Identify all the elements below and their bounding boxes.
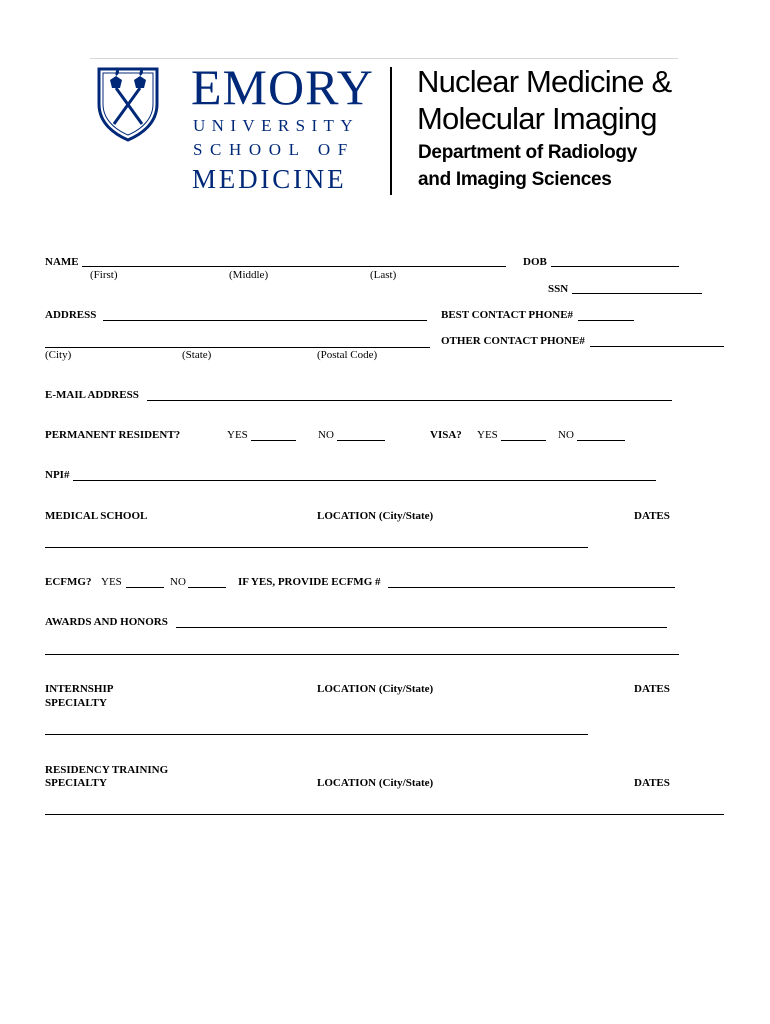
residency-label: RESIDENCY TRAINING — [45, 764, 169, 776]
pr-yes-label: YES — [227, 429, 248, 441]
header-top-rule — [90, 58, 678, 59]
dept-title-line-2: Molecular Imaging — [417, 101, 657, 136]
best-phone-label: BEST CONTACT PHONE# — [441, 309, 574, 321]
med-location-label: LOCATION (City/State) — [317, 510, 434, 522]
name-first-caption: (First) — [90, 269, 118, 281]
other-phone-label: OTHER CONTACT PHONE# — [441, 335, 585, 347]
medical-school-label: MEDICAL SCHOOL — [45, 510, 148, 522]
visa-yes-label: YES — [477, 429, 498, 441]
name-label: NAME — [45, 256, 79, 268]
permanent-resident-label: PERMANENT RESIDENT? — [45, 429, 181, 441]
npi-label: NPI# — [45, 469, 70, 481]
name-middle-caption: (Middle) — [229, 269, 269, 281]
awards-line-2-field[interactable] — [45, 654, 679, 655]
visa-label: VISA? — [430, 429, 462, 441]
postal-caption: (Postal Code) — [317, 349, 378, 361]
header-divider — [390, 67, 392, 195]
residency-specialty-label: SPECIALTY — [45, 777, 107, 789]
ssn-label: SSN — [548, 283, 569, 295]
state-caption: (State) — [182, 349, 212, 361]
resid-location-label: LOCATION (City/State) — [317, 777, 434, 789]
intern-location-label: LOCATION (City/State) — [317, 683, 434, 695]
ecfmg-no-field[interactable] — [188, 587, 226, 588]
medical-school-field[interactable] — [45, 547, 588, 548]
npi-field[interactable] — [73, 480, 656, 481]
emory-shield-torch-icon — [96, 66, 160, 142]
email-field[interactable] — [147, 400, 672, 401]
intern-dates-label: DATES — [634, 683, 670, 695]
resid-dates-label: DATES — [634, 777, 670, 789]
visa-no-label: NO — [558, 429, 574, 441]
ssn-field[interactable] — [572, 293, 702, 294]
name-field[interactable] — [82, 266, 506, 267]
dob-label: DOB — [523, 256, 547, 268]
emory-wordmark: EMORY — [191, 59, 374, 115]
pr-no-field[interactable] — [337, 440, 385, 441]
internship-field[interactable] — [45, 734, 588, 735]
ecfmg-no-label: NO — [170, 576, 186, 588]
awards-label: AWARDS AND HONORS — [45, 616, 168, 628]
internship-label: INTERNSHIP — [45, 683, 114, 695]
emory-medicine-text: MEDICINE — [192, 164, 347, 194]
pr-yes-field[interactable] — [251, 440, 296, 441]
dept-subtitle-line-2: and Imaging Sciences — [418, 169, 612, 190]
address-label: ADDRESS — [45, 309, 97, 321]
address-line-2-field[interactable] — [45, 347, 430, 348]
ecfmg-yes-label: YES — [101, 576, 122, 588]
internship-specialty-label: SPECIALTY — [45, 697, 107, 709]
visa-no-field[interactable] — [577, 440, 625, 441]
ecfmg-label: ECFMG? — [45, 576, 92, 588]
ecfmg-number-field[interactable] — [388, 587, 675, 588]
awards-field[interactable] — [176, 627, 667, 628]
residency-field[interactable] — [45, 814, 724, 815]
address-field[interactable] — [103, 320, 427, 321]
emory-university-text: UNIVERSITY — [193, 116, 359, 135]
med-dates-label: DATES — [634, 510, 670, 522]
city-caption: (City) — [45, 349, 72, 361]
best-phone-field[interactable] — [578, 320, 634, 321]
name-last-caption: (Last) — [370, 269, 397, 281]
emory-school-of-text: SCHOOL OF — [193, 140, 355, 159]
ecfmg-yes-field[interactable] — [126, 587, 164, 588]
dept-subtitle-line-1: Department of Radiology — [418, 142, 638, 163]
visa-yes-field[interactable] — [501, 440, 546, 441]
email-label: E-MAIL ADDRESS — [45, 389, 139, 401]
dept-title-line-1: Nuclear Medicine & — [417, 64, 672, 99]
pr-no-label: NO — [318, 429, 334, 441]
ecfmg-provide-label: IF YES, PROVIDE ECFMG # — [238, 576, 381, 588]
dob-field[interactable] — [551, 266, 679, 267]
other-phone-field[interactable] — [590, 346, 724, 347]
